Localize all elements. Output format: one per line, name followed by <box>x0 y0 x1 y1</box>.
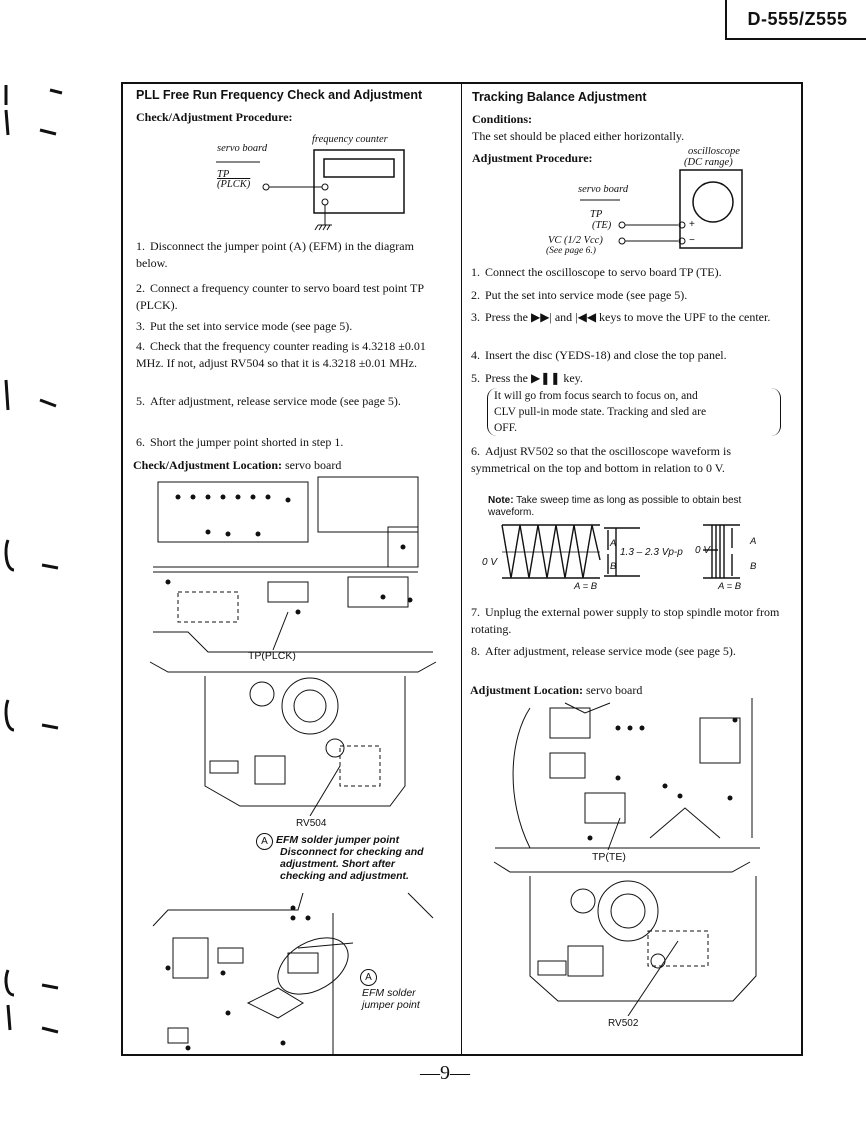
efm-line1: EFM solder jumper point <box>276 834 400 846</box>
efm-line4: checking and adjustment. <box>280 870 409 882</box>
efm-lower-marker-a: A <box>360 969 377 986</box>
left-step-3: 3. Put the set into service mode (see page 5). <box>136 319 353 333</box>
efm-lower-line1: EFM solder <box>362 987 416 999</box>
left-step-6: 6. Short the jumper point shorted in step 1. <box>136 435 344 449</box>
oscilloscope-label: oscilloscope <box>688 146 740 157</box>
tp-plck-callout: TP(PLCK) <box>248 650 296 662</box>
left-step-2: 2. Connect a frequency counter to servo board test point TP (PLCK). <box>136 281 424 312</box>
a-equals-b: A = B <box>574 581 598 592</box>
right-pcb-bracket <box>492 860 752 874</box>
page-number: —9— <box>420 1062 470 1084</box>
right-location-line: Adjustment Location: servo board <box>470 683 643 697</box>
left-procedure-heading: Check/Adjustment Procedure: <box>136 110 293 124</box>
efm-marker-a: A <box>256 833 273 850</box>
efm-lower-line2: jumper point <box>362 999 420 1011</box>
plus-terminal: + <box>689 219 695 230</box>
servo-board-pcb-top <box>148 472 433 672</box>
right-step-5: 5. Press the ▶❚❚ key. <box>471 371 583 385</box>
binding-marks <box>0 70 70 1050</box>
right-servo-board-label: servo board <box>578 184 629 195</box>
vc-label: VC (1/2 Vcc) <box>548 235 603 246</box>
left-location-line: Check/Adjustment Location: servo board <box>133 458 342 472</box>
right-step-1: 1. Connect the oscilloscope to servo board TP (TE). <box>471 265 722 279</box>
mechanism-view <box>200 676 410 816</box>
tracking-title: Tracking Balance Adjustment <box>472 90 647 104</box>
efm-line3: adjustment. Short after <box>280 858 395 870</box>
minus-terminal: − <box>689 235 695 246</box>
frequency-counter-label: frequency counter <box>312 134 388 145</box>
b-label-2: B <box>750 561 757 572</box>
servo-board-label: servo board <box>217 143 268 154</box>
conditions-heading: Conditions: <box>472 112 533 126</box>
dc-range-label: (DC range) <box>684 157 733 168</box>
pll-title: PLL Free Run Frequency Check and Adjustment <box>136 88 423 102</box>
rv502-label: RV502 <box>608 1018 639 1029</box>
right-tp-label: TP <box>590 209 603 220</box>
left-step-4: 4. Check that the frequency counter reading is 4.3218 ±0.01 MHz. If not, adjust RV504 so that it is 4.3218 ±0.01 MHz. <box>136 339 426 370</box>
column-divider <box>461 82 462 1056</box>
right-step-4: 4. Insert the disc (YEDS-18) and close the top panel. <box>471 348 727 362</box>
oscilloscope-diagram <box>570 165 750 255</box>
right-tp-te-name: (TE) <box>592 220 612 231</box>
right-step-7: 7. Unplug the external power supply to stop spindle motor from rotating. <box>471 605 780 636</box>
conditions-text: The set should be placed either horizontally. <box>472 129 685 143</box>
a-label: A <box>610 538 617 549</box>
vpp-label: 1.3 – 2.3 Vp-p <box>620 547 683 558</box>
see-page-label: (See page 6.) <box>546 246 596 256</box>
servo-board-pcb-bottom <box>148 888 448 1056</box>
frequency-counter-diagram <box>210 140 410 240</box>
tp-label: TP <box>217 169 230 180</box>
b-label: B <box>610 561 617 572</box>
right-step-8: 8. After adjustment, release service mode (see page 5). <box>471 644 736 658</box>
tp-plck-name: (PLCK) <box>217 179 251 190</box>
right-step-6: 6. Adjust RV502 so that the oscilloscope waveform is symmetrical on the top and bottom in relation to 0 V. <box>471 444 732 475</box>
model-header: D-555/Z555 <box>725 0 866 40</box>
left-step-1: 1. Disconnect the jumper point (A) (EFM) in the diagram below. <box>136 239 414 270</box>
tp-te-callout: TP(TE) <box>592 851 626 863</box>
right-step-3: 3. Press the ▶▶| and |◀◀ keys to move the UPF to the center. <box>471 310 771 324</box>
a-equals-b-2: A = B <box>718 581 742 592</box>
waveform-note: Note: Take sweep time as long as possible to obtain best waveform. <box>488 495 742 518</box>
efm-line2: Disconnect for checking and <box>280 846 424 858</box>
right-mechanism-view <box>528 876 758 1016</box>
a-label-2: A <box>750 536 757 547</box>
zero-v-label-2: 0 V <box>695 545 711 556</box>
right-procedure-heading: Adjustment Procedure: <box>472 151 593 165</box>
rv504-label: RV504 <box>296 818 327 829</box>
pcb-bracket <box>148 660 438 674</box>
step5-note: It will go from focus search to focus on, and CLV pull-in mode state. Tracking and sled are OFF. <box>487 388 781 436</box>
left-step-5: 5. After adjustment, release service mode (see page 5). <box>136 394 401 408</box>
right-step-2: 2. Put the set into service mode (see page 5). <box>471 288 688 302</box>
zero-v-label: 0 V <box>482 557 498 568</box>
servo-board-pcb-right <box>490 698 765 858</box>
